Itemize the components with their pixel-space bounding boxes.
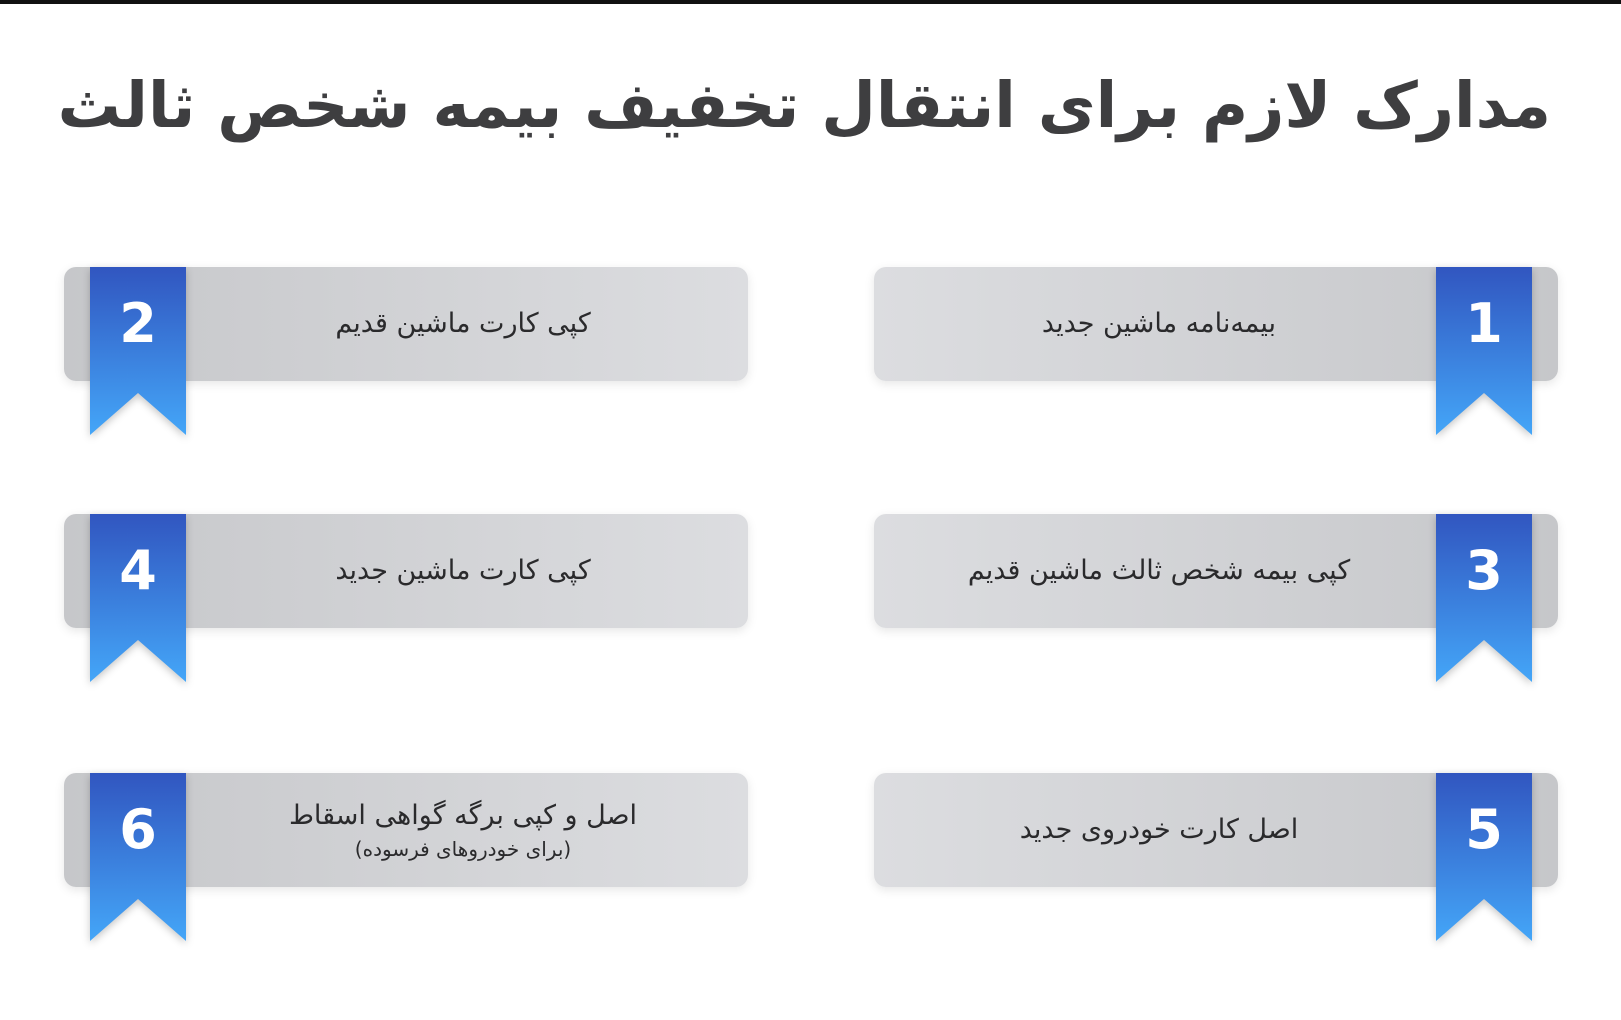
item-text [178,773,748,887]
item-label: کپی کارت ماشین قدیم [335,308,591,339]
number-ribbon [1436,514,1532,682]
number-ribbon [1436,773,1532,941]
number-ribbon [1436,267,1532,435]
item-sublabel: (برای خودروهای فرسوده) [354,837,572,861]
document-item-3 [874,514,1558,628]
item-number: 5 [1465,798,1503,861]
item-text [874,773,1444,887]
page-title: مدارک لازم برای انتقال تخفیف بیمه شخص ثالث [57,69,1551,142]
top-rule [0,0,1621,4]
document-item-4 [64,514,748,628]
item-number: 3 [1465,539,1503,602]
document-item-1 [874,267,1558,381]
item-label: اصل و کپی برگه گواهی اسقاط [288,800,638,831]
item-label: کپی بیمه شخص ثالث ماشین قدیم [967,555,1351,586]
document-item-2 [64,267,748,381]
item-label: اصل کارت خودروی جدید [1019,814,1299,845]
item-text [874,267,1444,381]
item-number: 2 [119,292,157,355]
item-text [178,267,748,381]
document-item-5 [874,773,1558,887]
item-text [178,514,748,628]
item-text [874,514,1444,628]
item-number: 1 [1465,292,1503,355]
item-label: بیمه‌نامه ماشین جدید [1041,308,1277,339]
number-ribbon [90,514,186,682]
item-label: کپی کارت ماشین جدید [335,555,591,586]
item-number: 6 [119,798,157,861]
item-number: 4 [119,539,157,602]
number-ribbon [90,267,186,435]
number-ribbon [90,773,186,941]
document-item-6 [64,773,748,887]
